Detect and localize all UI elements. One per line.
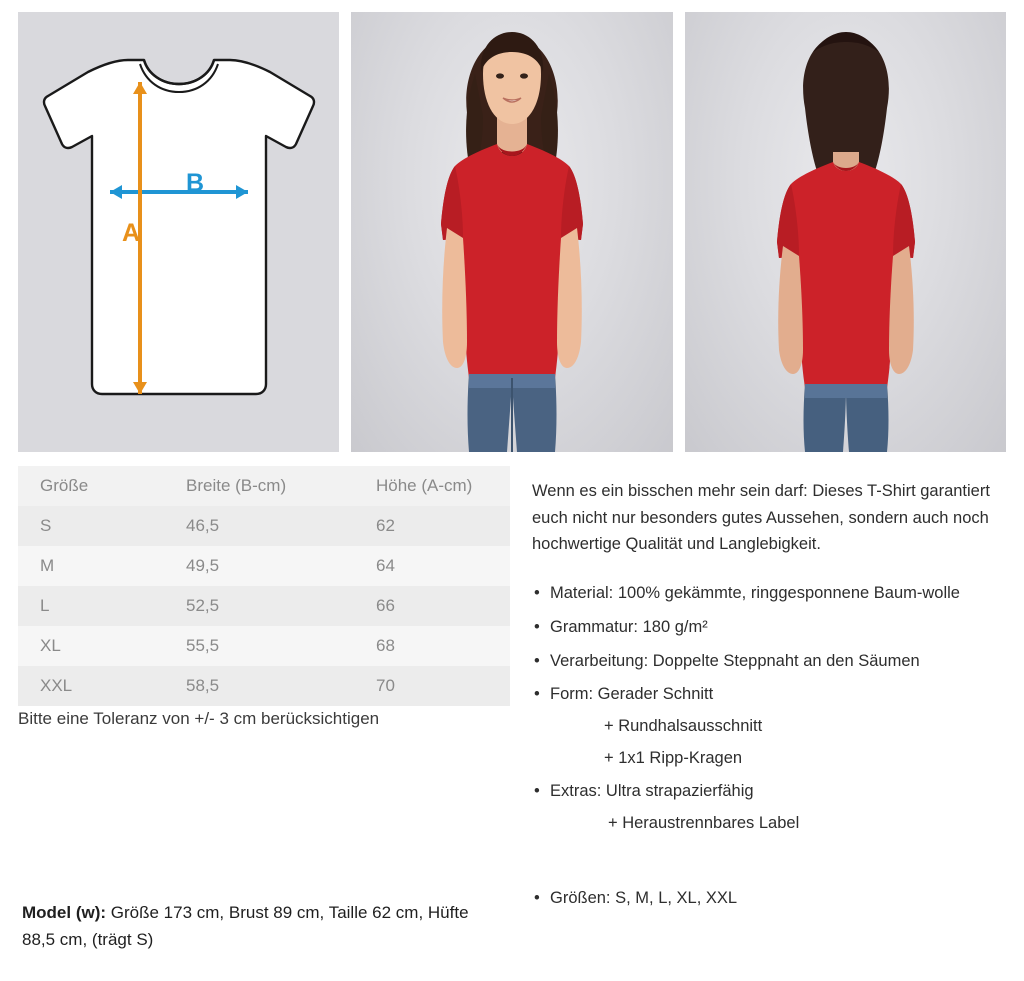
size-table (18, 466, 510, 706)
table-row (18, 626, 510, 666)
table-row (18, 546, 510, 586)
cell-size: XL (40, 636, 61, 655)
spec-text: Form: Gerader Schnitt (550, 685, 714, 704)
cell-size: L (40, 596, 50, 615)
model-front-illustration (351, 12, 672, 452)
spec-item-material (532, 580, 1010, 607)
header-width: Breite (B-cm) (186, 476, 287, 495)
cell-size: M (40, 556, 55, 575)
header-height: Höhe (A-cm) (376, 476, 473, 495)
cell-height: 66 (376, 596, 395, 615)
specification-list (532, 580, 1010, 911)
spec-text: Material: 100% gekämmte, ringgesponnene Baum-wolle (550, 584, 960, 603)
model-info-label: Model (w): (22, 903, 107, 922)
cell-size: S (40, 516, 52, 535)
cell-height: 62 (376, 516, 395, 535)
spec-item-processing (532, 648, 1010, 675)
table-row (18, 506, 510, 546)
bullet-icon: • (534, 584, 540, 603)
tshirt-outline-icon (18, 12, 339, 452)
model-info (22, 899, 502, 953)
table-row (18, 666, 510, 706)
spec-item-sizes (532, 885, 1010, 912)
cell-height: 70 (376, 676, 395, 695)
cell-height: 64 (376, 556, 395, 575)
spec-item-shape (532, 681, 1010, 771)
spec-subtext-label: + Heraustrennbares Label (608, 814, 800, 833)
cell-width: 46,5 (186, 516, 220, 535)
bullet-icon: • (534, 685, 540, 704)
tolerance-note: Bitte eine Toleranz von +/- 3 cm berücksichtigen (18, 709, 380, 728)
product-image-row (18, 12, 1006, 452)
width-measure-label: B (186, 169, 205, 197)
cell-width: 49,5 (186, 556, 220, 575)
cell-height: 68 (376, 636, 395, 655)
spec-subtext-rib: + 1x1 Ripp-Kragen (604, 748, 743, 767)
height-measure-label: A (122, 219, 141, 247)
details-section (0, 466, 1024, 981)
cell-width: 58,5 (186, 676, 220, 695)
spec-text: Extras: Ultra strapazierfähig (550, 782, 754, 801)
model-back-illustration (685, 12, 1006, 452)
measurement-diagram-panel (18, 12, 339, 452)
spec-item-extras (532, 778, 1010, 836)
header-size: Größe (40, 476, 89, 495)
bullet-icon: • (534, 782, 540, 801)
table-header-row (18, 466, 510, 506)
spec-text: Größen: S, M, L, XL, XXL (550, 888, 738, 907)
cell-width: 52,5 (186, 596, 220, 615)
spec-text: Verarbeitung: Doppelte Steppnaht an den Säumen (550, 651, 920, 670)
product-description (532, 478, 1010, 919)
cell-size: XXL (40, 676, 73, 695)
size-table-head (18, 466, 510, 506)
spec-text: Grammatur: 180 g/m² (550, 617, 708, 636)
bullet-icon: • (534, 617, 540, 636)
model-front-photo (351, 12, 672, 452)
bullet-icon: • (534, 651, 540, 670)
size-table-body (18, 506, 510, 706)
cell-width: 55,5 (186, 636, 220, 655)
bullet-icon: • (534, 888, 540, 907)
model-info-text: Größe 173 cm, Brust 89 cm, Taille 62 cm, Hüfte 88,5 cm, (trägt S) (22, 903, 469, 950)
table-row (18, 586, 510, 626)
model-back-photo (685, 12, 1006, 452)
spec-item-weight (532, 614, 1010, 641)
spec-subtext-collar: + Rundhalsausschnitt (604, 717, 763, 736)
description-intro: Wenn es ein bisschen mehr sein darf: Dieses T-Shirt garantiert euch nicht nur besonders gutes Aussehen, sondern auch noch hochwertige Qualität und Langlebigkeit. (532, 482, 990, 554)
